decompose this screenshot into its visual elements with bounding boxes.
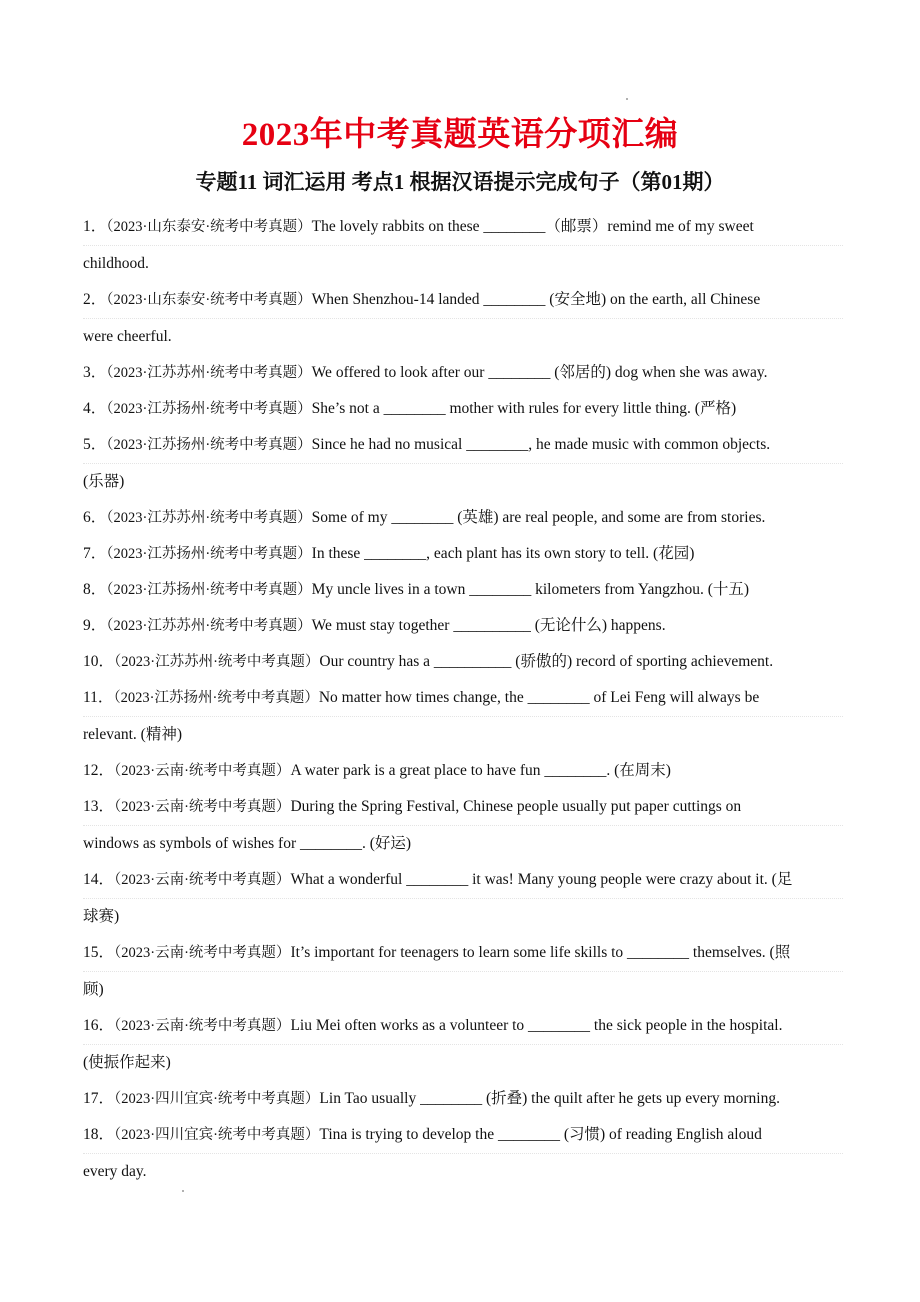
- question-text: windows as symbols of wishes for ________. (好运): [83, 835, 412, 852]
- question-line: [83, 355, 843, 391]
- question-source: （2023·江苏苏州·统考中考真题）: [114, 654, 320, 670]
- question-item: [83, 500, 843, 536]
- question-item: [83, 1081, 843, 1117]
- question-number: 4．: [83, 400, 107, 417]
- question-text: No matter how times change, the ________ of Lei Feng will always be: [318, 689, 760, 706]
- question-source: （2023·云南·统考中考真题）: [114, 799, 291, 815]
- question-line: [83, 427, 843, 464]
- question-source: （2023·江苏苏州·统考中考真题）: [106, 510, 312, 526]
- question-source: （2023·江苏苏州·统考中考真题）: [106, 618, 312, 634]
- question-item: [83, 1008, 843, 1081]
- question-item: [83, 753, 843, 789]
- question-source: （2023·云南·统考中考真题）: [114, 1018, 291, 1034]
- question-text: childhood.: [83, 255, 149, 272]
- question-text: 球赛): [83, 908, 120, 925]
- question-source: （2023·江苏扬州·统考中考真题）: [106, 546, 312, 562]
- question-number: 13．: [83, 798, 115, 815]
- question-text: When Shenzhou-14 landed ________ (安全地) on the earth, all Chinese: [311, 291, 761, 308]
- question-number: 14．: [83, 871, 115, 888]
- question-number: 3．: [83, 364, 107, 381]
- question-item: [83, 680, 843, 753]
- question-text: My uncle lives in a town ________ kilometers from Yangzhou. (十五): [311, 581, 750, 598]
- question-number: 7．: [83, 545, 107, 562]
- question-number: 9．: [83, 617, 107, 634]
- question-source: （2023·江苏苏州·统考中考真题）: [106, 365, 312, 381]
- question-number: 5．: [83, 436, 107, 453]
- question-line: [83, 789, 843, 826]
- question-text: Liu Mei often works as a volunteer to ________ the sick people in the hospital.: [290, 1017, 783, 1034]
- question-item: [83, 355, 843, 391]
- question-line: [83, 1081, 843, 1117]
- question-item: [83, 862, 843, 935]
- question-text: (乐器): [83, 473, 125, 490]
- question-number: 10．: [83, 653, 115, 670]
- question-text: 顾): [83, 981, 104, 998]
- question-number: 17．: [83, 1090, 115, 1107]
- question-line: [83, 935, 843, 972]
- question-text: She’s not a ________ mother with rules for every little thing. (严格): [311, 400, 737, 417]
- question-item: [83, 1117, 843, 1190]
- question-text: We offered to look after our ________ (邻居的) dog when she was away.: [311, 364, 768, 381]
- decorative-dot: [182, 1190, 184, 1192]
- question-line: [83, 717, 843, 753]
- question-source: （2023·云南·统考中考真题）: [114, 945, 291, 961]
- question-source: （2023·江苏扬州·统考中考真题）: [106, 437, 312, 453]
- question-source: （2023·云南·统考中考真题）: [114, 763, 291, 779]
- question-text: Tina is trying to develop the ________ (习惯) of reading English aloud: [319, 1126, 762, 1143]
- question-line: [83, 608, 843, 644]
- question-item: [83, 391, 843, 427]
- question-line: [83, 246, 843, 282]
- question-text: What a wonderful ________ it was! Many young people were crazy about it. (足: [290, 871, 793, 888]
- question-text: During the Spring Festival, Chinese people usually put paper cuttings on: [290, 798, 742, 815]
- question-text: It’s important for teenagers to learn some life skills to ________ themselves. (照: [290, 944, 791, 961]
- question-line: [83, 282, 843, 319]
- question-line: [83, 1008, 843, 1045]
- question-text: We must stay together __________ (无论什么) happens.: [311, 617, 666, 634]
- question-source: （2023·四川宜宾·统考中考真题）: [114, 1127, 320, 1143]
- question-source: （2023·江苏扬州·统考中考真题）: [113, 690, 319, 706]
- question-item: [83, 282, 843, 355]
- question-line: [83, 391, 843, 427]
- question-source: （2023·山东泰安·统考中考真题）: [106, 292, 312, 308]
- question-text: (使振作起来): [83, 1054, 171, 1071]
- question-list: [83, 209, 843, 1190]
- question-number: 6．: [83, 509, 107, 526]
- question-item: [83, 789, 843, 862]
- question-line: [83, 899, 843, 935]
- question-line: [83, 680, 843, 717]
- question-number: 8．: [83, 581, 107, 598]
- question-text: A water park is a great place to have fun ________. (在周末): [290, 762, 671, 779]
- question-line: [83, 862, 843, 899]
- question-line: [83, 319, 843, 355]
- question-text: Some of my ________ (英雄) are real people, and some are from stories.: [311, 509, 766, 526]
- question-line: [83, 572, 843, 608]
- question-text: Our country has a __________ (骄傲的) record of sporting achievement.: [319, 653, 774, 670]
- question-line: [83, 536, 843, 572]
- question-line: [83, 500, 843, 536]
- question-text: Lin Tao usually ________ (折叠) the quilt after he gets up every morning.: [319, 1090, 780, 1107]
- question-number: 11．: [83, 689, 114, 706]
- question-item: [83, 427, 843, 500]
- question-line: [83, 209, 843, 246]
- question-line: [83, 972, 843, 1008]
- page-title: 2023年中考真题英语分项汇编: [241, 117, 679, 153]
- question-line: [83, 826, 843, 862]
- question-item: [83, 608, 843, 644]
- question-line: [83, 753, 843, 789]
- question-number: 16．: [83, 1017, 115, 1034]
- question-item: [83, 935, 843, 1008]
- question-number: 2．: [83, 291, 107, 308]
- question-source: （2023·四川宜宾·统考中考真题）: [114, 1091, 320, 1107]
- question-text: every day.: [83, 1163, 147, 1180]
- question-item: [83, 644, 843, 680]
- question-item: [83, 572, 843, 608]
- question-text: Since he had no musical ________, he made music with common objects.: [311, 436, 771, 453]
- question-text: In these ________, each plant has its own story to tell. (花园): [311, 545, 695, 562]
- question-text: were cheerful.: [83, 328, 172, 345]
- question-number: 12．: [83, 762, 115, 779]
- decorative-dot: [626, 98, 628, 100]
- question-text: relevant. (精神): [83, 726, 182, 743]
- question-text: The lovely rabbits on these ________（邮票）remind me of my sweet: [311, 218, 754, 235]
- question-item: [83, 209, 843, 282]
- question-number: 1．: [83, 218, 107, 235]
- question-line: [83, 1117, 843, 1154]
- question-line: [83, 1045, 843, 1081]
- question-line: [83, 644, 843, 680]
- question-source: （2023·云南·统考中考真题）: [114, 872, 291, 888]
- question-number: 18．: [83, 1126, 115, 1143]
- question-source: （2023·江苏扬州·统考中考真题）: [106, 401, 312, 417]
- question-item: [83, 536, 843, 572]
- question-line: [83, 1154, 843, 1190]
- question-source: （2023·山东泰安·统考中考真题）: [106, 219, 312, 235]
- question-source: （2023·江苏扬州·统考中考真题）: [106, 582, 312, 598]
- question-number: 15．: [83, 944, 115, 961]
- page-subtitle: 专题11 词汇运用 考点1 根据汉语提示完成句子（第01期）: [195, 170, 725, 194]
- question-line: [83, 464, 843, 500]
